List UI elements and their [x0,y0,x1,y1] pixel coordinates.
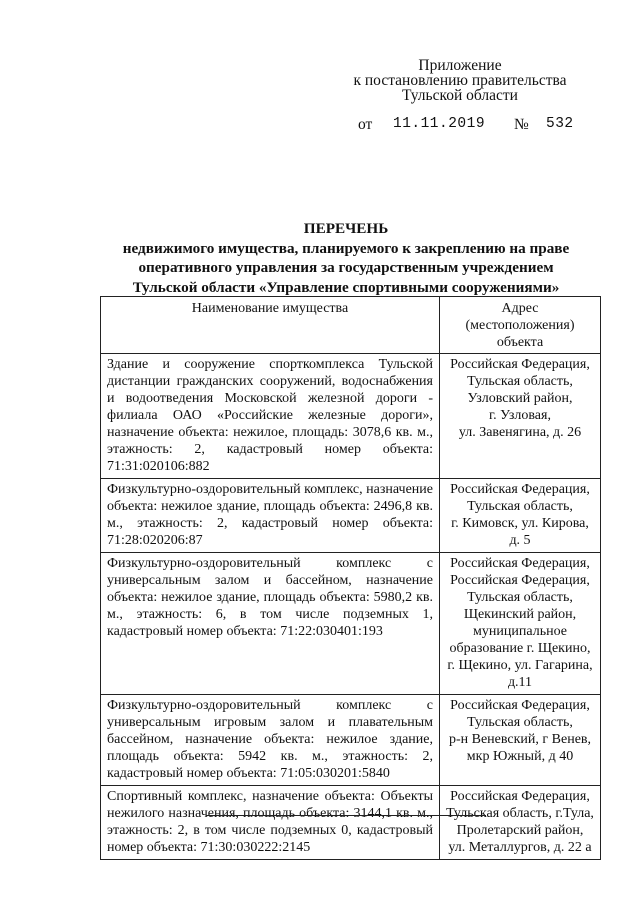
property-name-cell: Физкультурно-оздоровительный комплекс с универсальным залом и бассейном, назначение объекта: нежилое здание, площадь объекта: 5980,2 кв. м., этажность: 6, в том числе подземных 1, кадастровый номер объекта: 71:22:030401:193 [101,553,440,695]
number-label: № [514,116,529,133]
decree-number: 532 [546,116,574,132]
table-row [101,695,601,786]
table-header-row [101,297,601,354]
column-header-address: Адрес (местоположения) объекта [440,297,601,354]
title-line: недвижимого имущества, планируемого к закреплению на праве [122,239,570,257]
property-table [100,296,601,860]
address-line: Российская Федерация, [450,789,590,804]
table-row [101,553,601,695]
property-address-cell [440,786,601,860]
address-line: Тульская область, г.Тула, [446,806,594,821]
address-line: г. Узловая, [489,408,551,423]
address-line: Узловский район, [467,391,573,406]
appendix-header [330,58,590,103]
address-line: мкр Южный, д 40 [466,749,574,764]
address-line: Российская Федерация, [450,573,590,588]
property-address-cell [440,479,601,553]
address-line: Тульская область, [467,374,573,389]
property-name-cell: Здание и сооружение спорткомплекса Тульской дистанции гражданских сооружений, водоснабжения и водоотведения Московской железной дороги - филиала ОАО «Российские железные дороги», назначение объекта: нежилое, площадь: 3078,6 кв. м., этажность: 2, кадастровый номер объекта: 71:31:020106:882 [101,354,440,479]
property-name-cell: Физкультурно-оздоровительный комплекс с универсальным игровым залом и плавательным бассейном, назначение объекта: нежилое здание, площадь объекта: 5942 кв. м., этажность: 2, кадастровый номер объекта: 71:05:030201:5840 [101,695,440,786]
address-line: г. Кимовск, ул. Кирова, [451,516,589,531]
column-header-name: Наименование имущества [101,297,440,354]
address-line: д. 5 [509,533,531,548]
property-address-cell [440,354,601,479]
appendix-label: Приложение [418,57,502,74]
address-line: муниципальное [473,624,567,639]
property-address-cell [440,695,601,786]
title-heading: ПЕРЕЧЕНЬ [303,220,389,237]
property-name-cell: Спортивный комплекс, назначение объекта: Объекты нежилого назначения, площадь объекта: 3144,1 кв. м., этажность: 2, в том числе подземных 0, кадастровый номер объекта: 71:30:030222:2145 [101,786,440,860]
property-address-cell [440,553,601,695]
address-line: ул. Металлургов, д. 22 а [448,840,592,855]
address-line: Пролетарский район, [456,823,584,838]
address-line: р-н Веневский, г Венев, [448,732,592,747]
property-name-cell: Физкультурно-оздоровительный комплекс, назначение объекта: нежилое здание, площадь объекта: 2496,8 кв. м., этажность: 2, кадастровый номер объекта: 71:28:020206:87 [101,479,440,553]
address-line: ул. Завенягина, д. 26 [458,425,582,440]
address-line: Российская Федерация, [450,556,590,571]
date-label: от [358,116,373,133]
address-line: Тульская область, [467,590,573,605]
address-line: Российская Федерация, [450,698,590,713]
address-line: образование г. Щекино, [449,641,591,656]
table-row [101,479,601,553]
address-line: Российская Федерация, [450,357,590,372]
table-row [101,786,601,860]
table-row [101,354,601,479]
address-line: д.11 [507,675,533,690]
decree-date: 11.11.2019 [393,116,486,132]
address-line: Тульская область, [467,715,573,730]
closing-line [206,815,486,816]
address-line: Российская Федерация, [450,482,590,497]
address-line: Щекинский район, [463,607,577,622]
address-line: Тульская область, [467,499,573,514]
document-title [96,219,596,297]
address-line: г. Щекино, ул. Гагарина, [447,658,593,673]
title-line: Тульской области «Управление спортивными сооружениями» [132,278,560,296]
region-name: Тульской области [402,87,518,104]
decree-reference: к постановлению правительства [353,72,567,89]
title-line: оперативного управления за государственным учреждением [138,259,554,276]
